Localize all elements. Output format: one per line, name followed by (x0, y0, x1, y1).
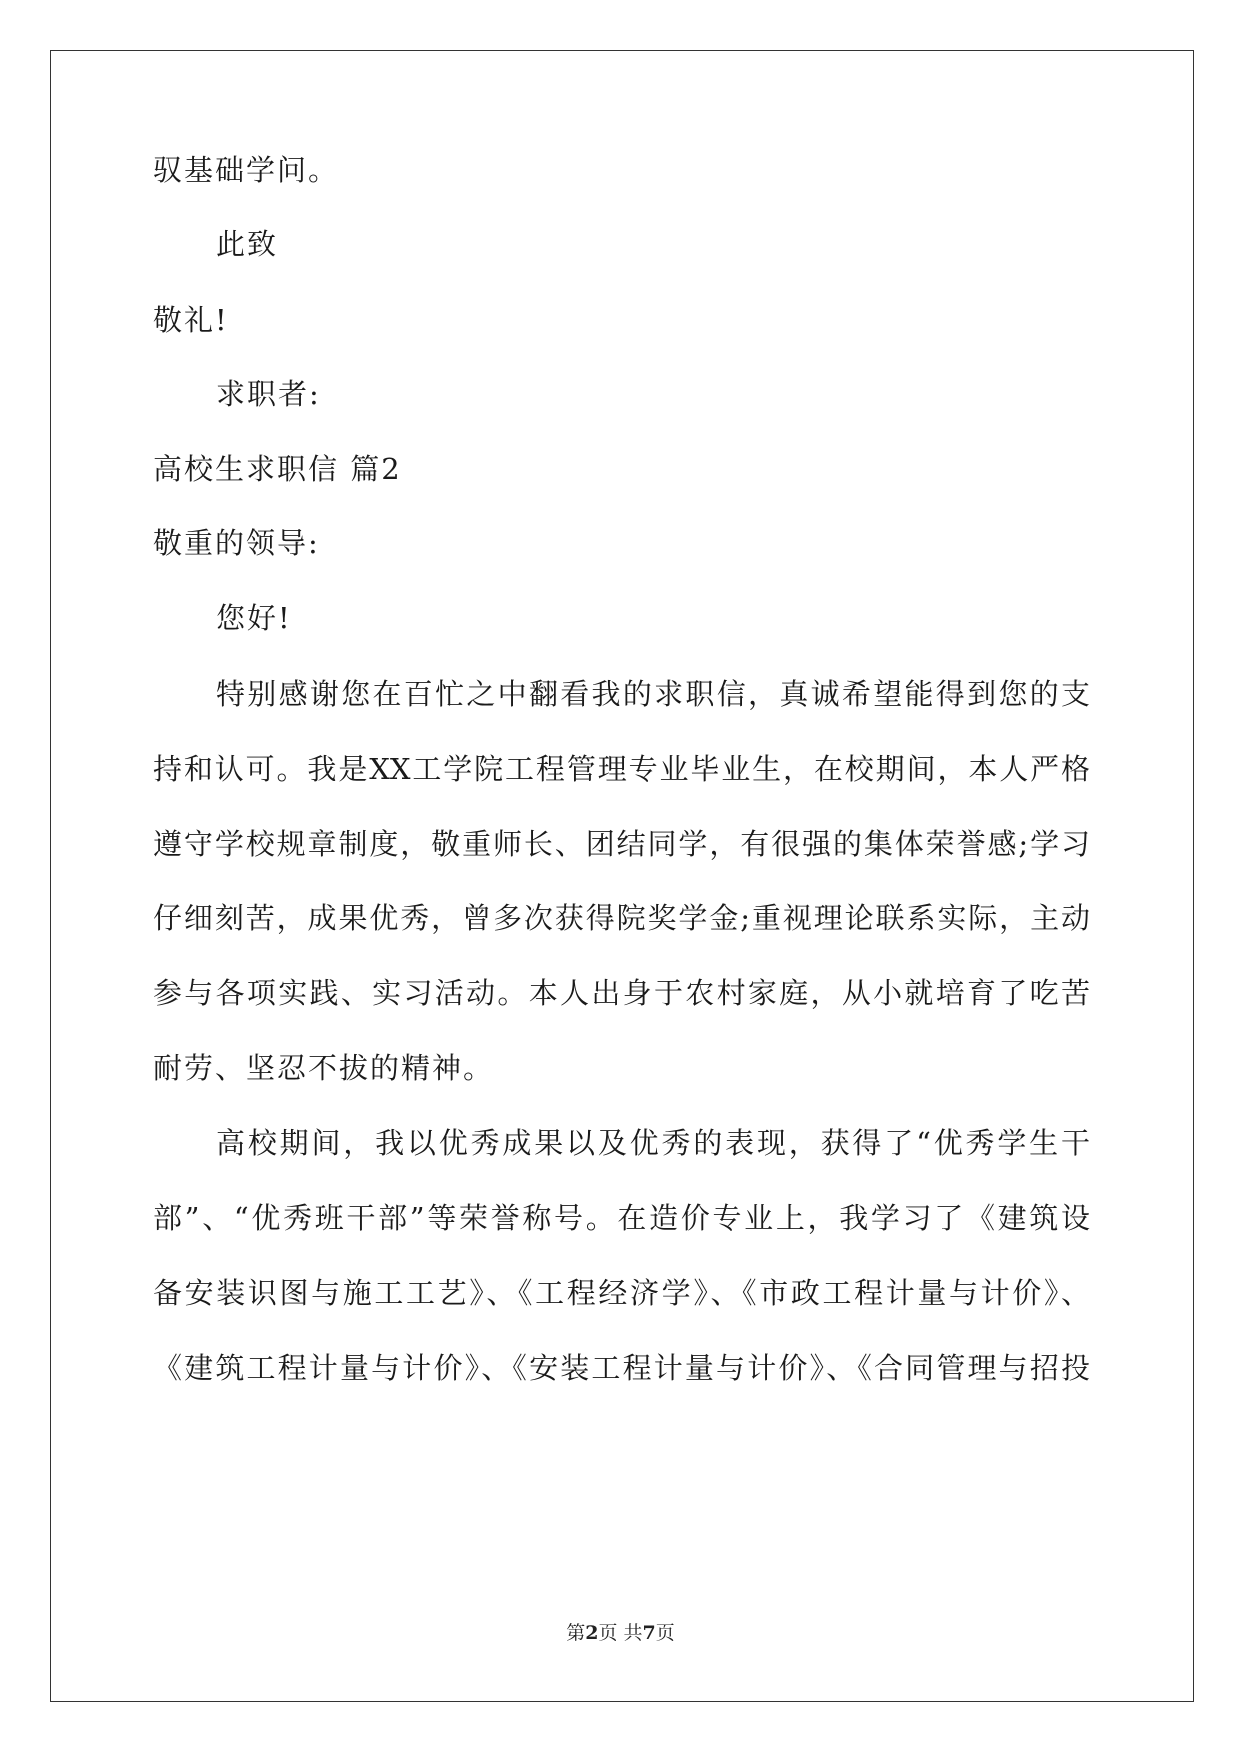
paragraph-line: 遵守学校规章制度，敬重师长、团结同学，有很强的集体荣誉感;学习 (153, 827, 1090, 861)
paragraph-line: 高校期间，我以优秀成果以及优秀的表现，获得了“优秀学生干 (216, 1126, 1090, 1160)
page-suffix: 页 (655, 1622, 675, 1644)
closing-salutation: 此致 (216, 227, 279, 261)
signature-label: 求职者: (216, 377, 321, 411)
paragraph-line: 特别感谢您在百忙之中翻看我的求职信，真诚希望能得到您的支 (216, 677, 1090, 711)
paragraph-line: 《建筑工程计量与计价》、《安装工程计量与计价》、《合同管理与招投 (153, 1351, 1090, 1385)
paragraph-line: 部”、“优秀班干部”等荣誉称号。在造价专业上，我学习了《建筑设 (153, 1201, 1090, 1235)
page-current: 2 (585, 1622, 599, 1644)
closing-regards: 敬礼! (153, 303, 229, 337)
page-middle: 页 共 (598, 1622, 643, 1644)
paragraph-line: 备安装识图与施工工艺》、《工程经济学》、《市政工程计量与计价》、 (153, 1276, 1090, 1310)
page-border (50, 50, 1194, 1702)
page-prefix: 第 (566, 1622, 586, 1644)
greeting: 您好! (216, 601, 292, 635)
paragraph-line: 参与各项实践、实习活动。本人出身于农村家庭，从小就培育了吃苦 (153, 976, 1090, 1010)
page-total: 7 (642, 1622, 656, 1644)
text-line: 驭基础学问。 (153, 153, 340, 187)
paragraph-line: 仔细刻苦，成果优秀，曾多次获得院奖学金;重视理论联系实际，主动 (153, 901, 1090, 935)
page-footer (0, 1621, 1241, 1645)
section-heading: 高校生求职信 篇2 (153, 452, 402, 486)
paragraph-line: 持和认可。我是XX工学院工程管理专业毕业生，在校期间，本人严格 (153, 752, 1090, 786)
paragraph-line: 耐劳、坚忍不拔的精神。 (153, 1051, 495, 1085)
letter-salutation: 敬重的领导: (153, 526, 320, 560)
